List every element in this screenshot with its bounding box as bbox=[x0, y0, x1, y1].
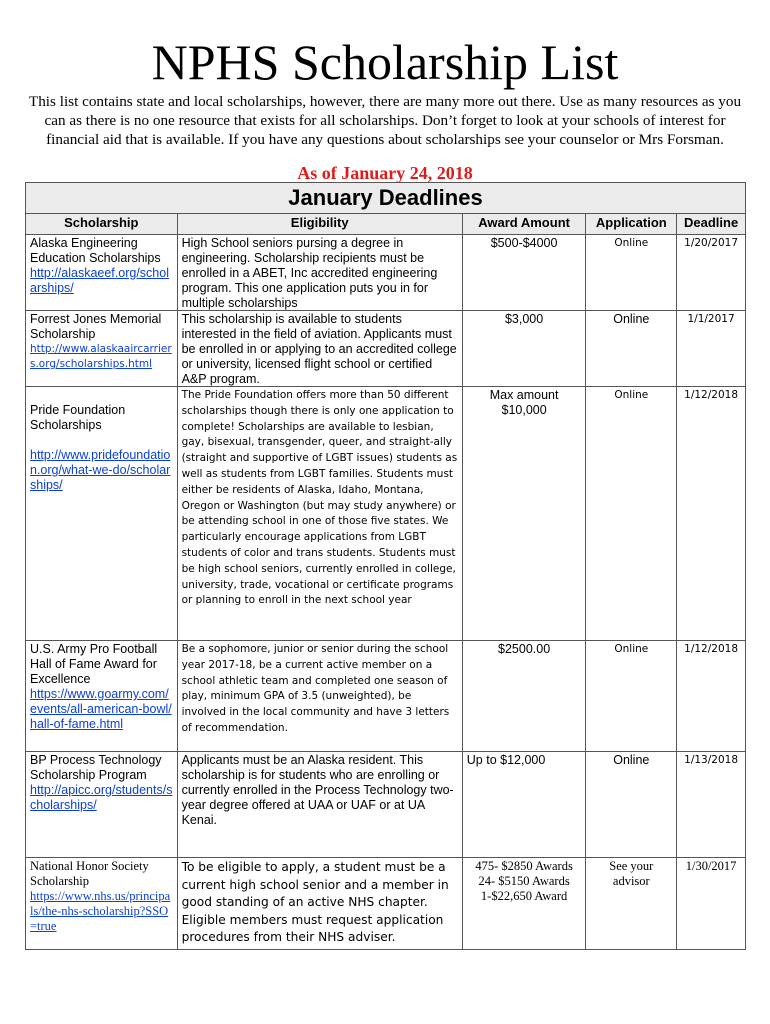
eligibility-text: This scholarship is available to students interested in the field of aviation. Applicants must be enrolled in or applying to an accredited college or university, licensed flight school or certified A&P program. bbox=[178, 311, 463, 386]
award-amount bbox=[463, 858, 587, 949]
table-row bbox=[26, 752, 745, 858]
as-of-date: As of January 24, 2018 bbox=[297, 163, 473, 183]
eligibility-text: Applicants must be an Alaska resident. This scholarship is for students who are enrolling or currently enrolled in the Process Technology two-year degree offered at UAA or UAF or at UA Kenai. bbox=[178, 752, 463, 857]
scholarship-name: U.S. Army Pro Football Hall of Fame Award for Excellence bbox=[30, 642, 158, 686]
eligibility-text: To be eligible to apply, a student must be a current high school senior and a member in good standing of an active NHS chapter. Eligible members must request application procedures from their NHS adviser. bbox=[178, 858, 463, 949]
application-method: Online bbox=[586, 641, 677, 751]
table-row bbox=[26, 235, 745, 311]
scholarship-link[interactable]: http://www.pridefoundation.org/what-we-do/scholarships/ bbox=[30, 448, 171, 492]
eligibility-text: High School seniors pursing a degree in engineering. Scholarship recipients must be enrolled in a ABET, Inc accredited engineering program. This one application puts you in for multiple scholarships bbox=[178, 235, 463, 310]
section-title: January Deadlines bbox=[26, 183, 745, 214]
scholarship-name: BP Process Technology Scholarship Program bbox=[30, 753, 162, 782]
eligibility-text: The Pride Foundation offers more than 50 different scholarships though there is only one application to complete! Scholarships are available to lesbian, gay, bisexual, transgender, queer, and straight-ally (straight and supportive of LGBT issues) students as well as students from LGBT families. Students must either be residents of Alaska, Idaho, Montana, Oregon or Washington (but may study anywhere) or be attending school in one of those five states. We particularly encourage applications from LGBT students of color and trans students. Students must be high school seniors, currently enrolled in college, university, trade, vocational or certificate programs or planning to enroll in the next school year bbox=[178, 387, 463, 640]
table-row bbox=[26, 858, 745, 949]
header-award: Award Amount bbox=[463, 214, 587, 234]
award-amount: $3,000 bbox=[463, 311, 587, 386]
deadline-date: 1/13/2018 bbox=[684, 754, 738, 766]
award-amount: Max amount $10,000 bbox=[463, 387, 587, 640]
eligibility-text: Be a sophomore, junior or senior during the school year 2017-18, be a current active member on a school athletic team and completed one season of play, minimum GPA of 3.5 (unweighted), be involved in the local community and have 3 letters of recommendation. bbox=[178, 641, 463, 751]
header-application: Application bbox=[586, 214, 677, 234]
award-line: 24- $5150 Awards bbox=[478, 874, 570, 888]
application-method: See your advisor bbox=[586, 858, 677, 949]
table-row bbox=[26, 387, 745, 641]
intro-paragraph: This list contains state and local scholarships, however, there are many more out there. Use as many resources as you can as there is no one resource that exists for all scholarships. Don’t forget to look at your schools of interest for financial aid that is available. If you have any questions about scholarships see your counselor or Mrs Forsman. bbox=[28, 93, 742, 148]
application-method: Online bbox=[586, 387, 677, 640]
deadline-date: 1/12/2018 bbox=[684, 643, 738, 655]
header-eligibility: Eligibility bbox=[178, 214, 463, 234]
award-line: 1-$22,650 Award bbox=[480, 889, 568, 903]
scholarship-link[interactable]: http://apicc.org/students/scholarships/ bbox=[30, 783, 173, 812]
deadline-date: 1/12/2018 bbox=[684, 389, 738, 401]
scholarship-link[interactable]: https://www.nhs.us/principals/the-nhs-scholarship?SSO=true bbox=[30, 889, 171, 933]
scholarship-name: Alaska Engineering Education Scholarships bbox=[30, 236, 161, 265]
deadline-date: 1/20/2017 bbox=[684, 237, 738, 249]
scholarship-link[interactable]: http://alaskaeef.org/scholarships/ bbox=[30, 266, 169, 295]
application-method: Online bbox=[586, 752, 677, 857]
deadline-date: 1/30/2017 bbox=[685, 859, 737, 873]
award-amount: $500-$4000 bbox=[463, 235, 587, 310]
header-deadline: Deadline bbox=[684, 215, 739, 230]
scholarship-link[interactable]: http://www.alaskaaircarriers.org/scholarships.html bbox=[30, 343, 172, 370]
scholarship-link[interactable]: https://www.goarmy.com/events/all-american-bowl/hall-of-fame.html bbox=[30, 687, 172, 731]
scholarship-name: Forrest Jones Memorial Scholarship bbox=[30, 312, 162, 341]
page-title: NPHS Scholarship List bbox=[151, 34, 619, 90]
table-row bbox=[26, 311, 745, 387]
header-scholarship: Scholarship bbox=[26, 214, 178, 234]
deadline-date: 1/1/2017 bbox=[687, 313, 735, 325]
table-header-row bbox=[26, 214, 745, 235]
application-method: Online bbox=[586, 235, 677, 310]
award-amount: Up to $12,000 bbox=[463, 752, 587, 857]
application-method: Online bbox=[586, 311, 677, 386]
award-line: 475- $2850 Awards bbox=[475, 859, 573, 873]
table-row bbox=[26, 641, 745, 752]
scholarship-table bbox=[25, 182, 746, 950]
scholarship-name: Pride Foundation Scholarships bbox=[30, 403, 126, 432]
award-amount: $2500.00 bbox=[463, 641, 587, 751]
scholarship-name: National Honor Society Scholarship bbox=[30, 859, 149, 888]
